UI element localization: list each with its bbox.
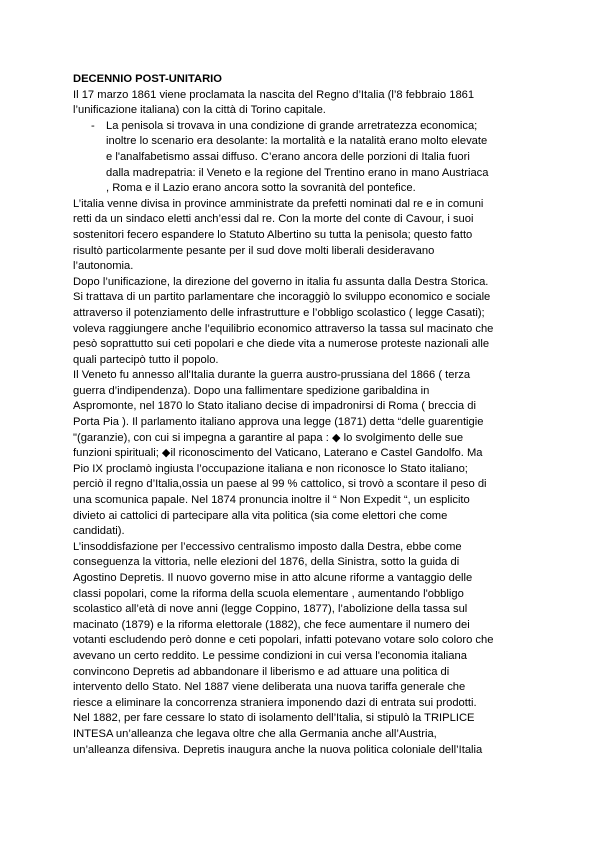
body-line: guerra d’indipendenza). Dopo una fallimentare spedizione garibaldina in	[73, 384, 430, 397]
document-title: DECENNIO POST-UNITARIO	[73, 73, 222, 85]
body-line: Pio IX proclamò ingiusta l’occupazione italiana e non riconosce lo Stato italiano;	[73, 462, 468, 475]
body-line: L’insoddisfazione per l’eccessivo centralismo imposto dalla Destra, ebbe come	[73, 540, 462, 553]
body-line: sostenitori fecero espandere lo Statuto Albertino su tutta la penisola; questo fatto	[73, 228, 473, 241]
body-line: Porta Pia ). Il parlamento italiano approva una legge (1871) detta “delle guarentigie	[73, 416, 484, 429]
body-line: conseguenza la vittoria, nelle elezioni del 1876, della Sinistra, sotto la guida di	[73, 556, 460, 569]
bullet-dash: -	[91, 119, 95, 132]
body-line: Dopo l’unificazione, la direzione del governo in italia fu assunta dalla Destra Storica.	[73, 275, 489, 288]
body-line: quali partecipò tutto il popolo.	[73, 353, 219, 366]
body-line: attraverso il potenziamento delle infrastrutture e l’obbligo scolastico ( legge Casati);	[73, 306, 485, 319]
body-line: Agostino Depretis. Il nuovo governo mise in atto alcune riforme a vantaggio delle	[73, 572, 473, 584]
body-line: un’alleanza difensiva. Depretis inaugura anche la nuova politica coloniale dell’Italia	[73, 743, 483, 756]
body-line: classi popolari, come la riforma della scuola elementare , aumentando l'obbligo	[73, 587, 464, 600]
bullet-item	[73, 119, 518, 197]
bullet-line: , Roma e il Lazio erano ancora sotto la sovranità del pontefice.	[106, 182, 416, 195]
body-line: Aspromonte, nel 1870 lo Stato italiano decise di impadronirsi di Roma ( breccia di	[73, 400, 476, 413]
body-text	[73, 197, 518, 758]
body-line: risultò particolarmente pesante per il sud dove molti liberali desideravano	[73, 244, 435, 257]
body-line: candidati).	[73, 525, 125, 538]
body-line: funzioni spirituali; ◆il riconoscimento del Vaticano, Laterano e Castel Gandolfo. Ma	[73, 447, 483, 460]
bullet-line: La penisola si trovava in una condizione di grande arretratezza economica;	[106, 119, 478, 132]
body-line: Nel 1882, per fare cessare lo stato di isolamento dell’Italia, si stipulò la TRIPLICE	[73, 712, 475, 725]
bullet-line: e l'analfabetismo assai diffuso. C’erano ancora delle porzioni di Italia fuori	[106, 150, 470, 163]
body-line: perciò il regno d’Italia,ossia un paese al 99 % cattolico, si trovò a scontare il peso di	[73, 478, 487, 491]
intro-paragraph	[73, 88, 518, 119]
body-line: "(garanzie), con cui si impegna a garantire al papa : ◆ lo svolgimento delle sue	[73, 431, 464, 444]
body-line: avevano un certo reddito. Le pessime condizioni in cui versa l'economia italiana	[73, 649, 467, 662]
body-line: Si trattava di un partito parlamentare che incoraggiò lo sviluppo economico e sociale	[73, 291, 491, 304]
body-line: riesce a eliminare la concorrenza straniera imponendo dazi di entrata sui prodotti.	[73, 696, 477, 709]
body-line: una scomunica papale. Nel 1874 pronuncia inoltre il “ Non Expedit “, un esplicito	[73, 494, 470, 507]
bullet-line: inoltre lo scenario era desolante: la mortalità e la natalità erano molto elevate	[106, 135, 488, 148]
body-line: INTESA un’alleanza che legava oltre che alla Germania anche all’Austria,	[73, 727, 437, 740]
body-line: retti da un sindaco eletti anch’essi dal re. Con la morte del conte di Cavour, i suoi	[73, 213, 474, 226]
body-line: Il Veneto fu annesso all'Italia durante la guerra austro-prussiana del 1866 ( terza	[73, 369, 471, 382]
intro-line: l’unificazione italiana) con la città di Torino capitale.	[73, 104, 326, 117]
body-line: pesò soprattutto sui ceti popolari e che diede vita a numerose proteste nazionali alle	[73, 338, 490, 351]
bullet-line: dalla madrepatria: il Veneto e la regione del Trentino erano in mano Austriaca	[106, 166, 489, 179]
body-line: scolastico all’età di nove anni (legge Coppino, 1877), l’abolizione della tassa sul	[73, 603, 468, 616]
body-line: convincono Depretis ad abbandonare il liberismo e ad attuare una politica di	[73, 665, 450, 678]
body-line: votanti escludendo però donne e ceti popolari, infatti potevano votare solo coloro che	[73, 634, 494, 647]
body-line: L’italia venne divisa in province amministrate da prefetti nominati dal re e in comuni	[73, 197, 484, 210]
body-line: divieto ai cattolici di partecipare alla vita politica (sia come elettori che come	[73, 509, 448, 522]
body-line: macinato (1879) e la riforma elettorale (1882), che fece aumentare il numero dei	[73, 618, 470, 631]
bullet-text	[73, 119, 518, 197]
body-line: l’autonomia.	[73, 260, 134, 273]
intro-line: Il 17 marzo 1861 viene proclamata la nascita del Regno d’Italia (l’8 febbraio 1861	[73, 88, 475, 101]
body-line: intervento dello Stato. Nel 1887 viene deliberata una nuova tariffa generale che	[73, 681, 466, 694]
body-line: voleva raggiungere anche l’equilibrio economico attraverso la tassa sul macinato che	[73, 322, 494, 335]
